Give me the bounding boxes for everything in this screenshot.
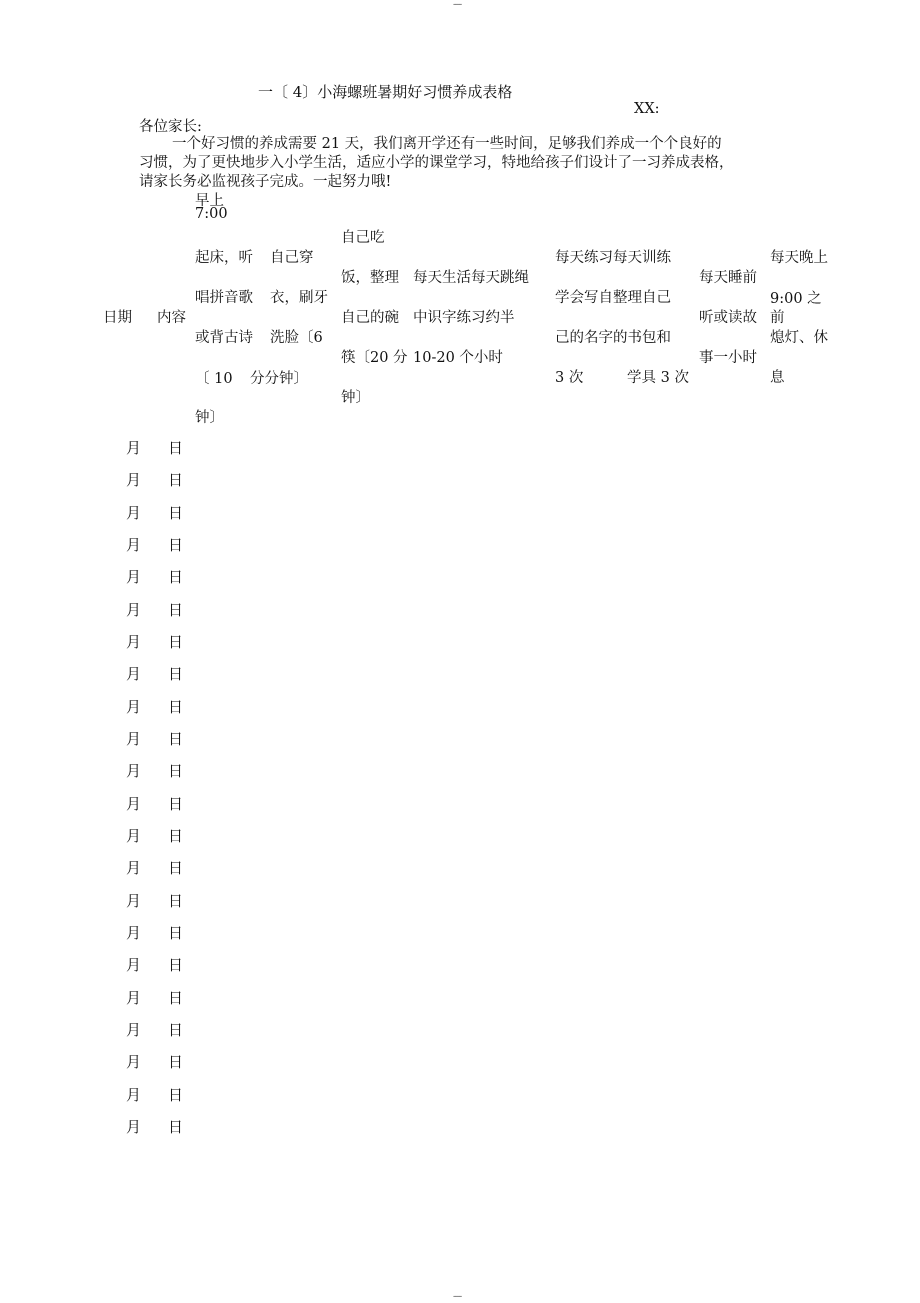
salutation: 各位家长: [139,119,202,135]
day-cell: 日 [168,859,184,877]
name-label: XX: [634,101,660,117]
month-cell: 月 [126,762,142,780]
habit-line: 每天睡前 [699,270,757,286]
day-cell: 日 [168,1053,184,1071]
month-cell: 月 [126,795,142,813]
habit-line: 学会写自整理自己 [555,290,671,306]
habit-line: 衣，刷牙 [270,290,328,306]
page-title: 一〔 4〕小海螺班暑期好习惯养成表格 [258,83,513,101]
day-cell: 日 [168,1021,184,1039]
day-cell: 日 [168,795,184,813]
habit-line: 起床，听 [195,250,253,266]
month-cell: 月 [126,1118,142,1136]
habit-line: 自己吃 [341,230,385,246]
habit-line: 筷〔20 分 [341,350,408,366]
month-cell: 月 [126,536,142,554]
month-cell: 月 [126,698,142,716]
habit-line: 自己穿 [270,250,314,266]
month-cell: 月 [126,1021,142,1039]
day-cell: 日 [168,1118,184,1136]
day-cell: 日 [168,504,184,522]
month-cell: 月 [126,568,142,586]
month-cell: 月 [126,827,142,845]
habit-line: 息 [770,370,785,386]
habit-line: 事一小时 [699,350,757,366]
habit-line: 自己的碗 [341,310,399,326]
day-cell: 日 [168,633,184,651]
day-cell: 日 [168,665,184,683]
habit-line: 中识字练习约半 [413,310,515,326]
habit-line: 每天晚上 [770,250,828,266]
habit-line: 每天生活每天跳绳 [413,270,529,286]
header-date: 日期 [103,310,132,326]
month-cell: 月 [126,892,142,910]
day-cell: 日 [168,601,184,619]
bottom-marker: ---- [453,1292,462,1302]
month-cell: 月 [126,439,142,457]
month-cell: 月 [126,956,142,974]
habit-line: 唱拼音歌 [195,290,253,306]
day-cell: 日 [168,698,184,716]
habit-line: 分分钟〕 [250,371,308,387]
month-cell: 月 [126,471,142,489]
day-cell: 日 [168,536,184,554]
habit-line: 9:00 之 [770,291,822,307]
day-cell: 日 [168,471,184,489]
month-cell: 月 [126,633,142,651]
month-cell: 月 [126,730,142,748]
habit-line: 饭，整理 [341,270,399,286]
month-cell: 月 [126,601,142,619]
day-cell: 日 [168,924,184,942]
habit-line: 前 [770,310,785,326]
intro-line-1: 一个好习惯的养成需要 21 天，我们离开学还有一些时间，足够我们养成一个个良好的 [172,136,722,152]
day-cell: 日 [168,827,184,845]
habit-line: 10-20 个小时 [413,350,503,366]
day-cell: 日 [168,730,184,748]
habit-line: 〔 10 [195,371,233,387]
month-cell: 月 [126,1053,142,1071]
day-cell: 日 [168,892,184,910]
habit-line: 或背古诗 [195,330,253,346]
habit-line: 3 次 [555,370,584,386]
header-content: 内容 [157,310,186,326]
month-cell: 月 [126,989,142,1007]
habit-line: 7:00 [195,206,228,222]
intro-line-2: 习惯，为了更快地步入小学生活，适应小学的课堂学习，特地给孩子们设计了一习养成表格， [139,155,734,171]
habit-line: 每天练习每天训练 [555,250,671,266]
habit-line: 钟〕 [195,410,224,426]
habit-line: 熄灯、休 [770,330,828,346]
day-cell: 日 [168,762,184,780]
day-cell: 日 [168,1086,184,1104]
day-cell: 日 [168,568,184,586]
month-cell: 月 [126,924,142,942]
habit-line: 洗脸〔6 [270,330,323,346]
month-cell: 月 [126,504,142,522]
intro-line-3: 请家长务必监视孩子完成。一起努力哦! [139,174,392,190]
day-cell: 日 [168,956,184,974]
top-marker: ---- [453,0,462,10]
month-cell: 月 [126,1086,142,1104]
habit-line: 钟〕 [341,390,370,406]
month-cell: 月 [126,665,142,683]
habit-line: 己的名字的书包和 [555,330,671,346]
habit-line: 听或读故 [699,310,757,326]
day-cell: 日 [168,989,184,1007]
habit-line: 学具 3 次 [627,370,689,386]
habit-line: 早上 [195,193,224,209]
day-cell: 日 [168,439,184,457]
month-cell: 月 [126,859,142,877]
